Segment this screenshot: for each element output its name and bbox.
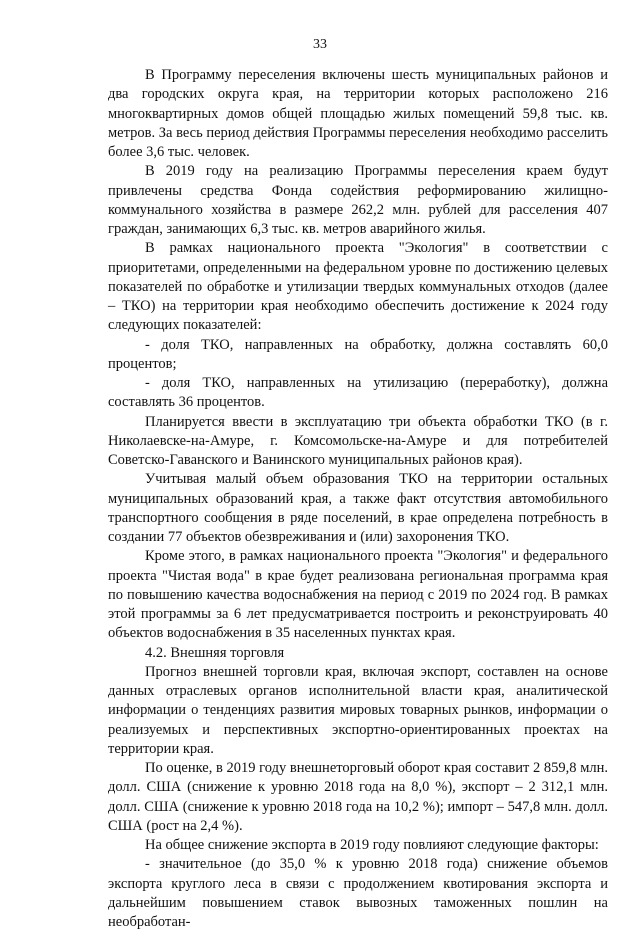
paragraph-clean-water-program: Кроме этого, в рамках национального проекта "Экология" и федерального проекта "Чистая вода" в крае будет реализована региональная программа края по повышению качества водоснабжения на период с 2019 по 2024 год. В рамках этой программы за 6 лет предусматривается построить и реконструировать 40 объектов водоснабжения в 35 населенных пунктах края. [108,548,608,642]
section-heading-foreign-trade: 4.2. Внешняя торговля [145,644,285,661]
list-item-processing-share: - доля ТКО, направленных на обработку, должна составлять 60,0 процентов; [108,336,608,372]
list-item-recycling-share: - доля ТКО, направленных на утилизацию (переработку), должна составлять 36 процентов. [108,375,608,411]
document-body [108,66,608,932]
paragraph-tko-facilities: Планируется ввести в эксплуатацию три объекта обработки ТКО (в г. Николаевске-на-Амуре, г. Комсомольске-на-Амуре и для потребителей Советско-Гаванского и Ванинского муниципальных районов края). [108,413,608,468]
page-number: 33 [313,37,327,52]
paragraph-ecology-project: В рамках национального проекта "Экология" в соответствии с приоритетами, определенными на федеральном уровне по достижению целевых показателей по обработке и утилизации твердых коммунальных отходов (далее – ТКО) на территории края необходимо обеспечить достижение к 2024 году следующих показателей: [108,240,608,334]
paragraph-resettlement-funding: В 2019 году на реализацию Программы переселения краем будут привлечены средства Фонда содействия реформированию жилищно-коммунального хозяйства в размере 262,2 млн. рублей для расселения 407 граждан, занимающих 6,3 тыс. кв. метров аварийного жилья. [108,163,608,237]
paragraph-resettlement-program: В Программу переселения включены шесть муниципальных районов и два городских округа края, на территории которых расположено 216 многоквартирных домов общей площадью жилых помещений 59,8 тыс. кв. метров. За весь период действия Программы переселения необходимо расселить более 3,6 тыс. человек. [108,67,608,160]
paragraph-export-decline-factors: На общее снижение экспорта в 2019 году повлияют следующие факторы: [145,837,599,853]
list-item-roundwood-export: - значительное (до 35,0 % к уровню 2018 года) снижение объемов экспорта круглого леса в связи с продолжением квотирования экспорта и дальнейшим повышением ставок вывозных таможенных пошлин на необработан- [108,856,608,930]
paragraph-trade-forecast-basis: Прогноз внешней торговли края, включая экспорт, составлен на основе данных отраслевых органов исполнительной власти края, аналитической информации о тенденциях развития мировых товарных рынков, информации о реализуемых и перспективных экспортно-ориентированных проектах на территории края. [108,663,608,757]
paragraph-trade-turnover-estimate: По оценке, в 2019 году внешнеторговый оборот края составит 2 859,8 млн. долл. США (снижение к уровню 2018 года на 8,0 %), экспорт – 2 312,1 млн. долл. США (снижение к уровню 2018 года на 10,2 %); импорт – 547,8 млн. долл. США (рост на 2,4 %). [108,760,608,834]
paragraph-tko-disposal-need: Учитывая малый объем образования ТКО на территории остальных муниципальных образований края, а также факт отсутствия автомобильного транспортного сообщения в ряде поселений, в крае определена потребность в создании 77 объектов обезвреживания и (или) захоронения ТКО. [108,471,608,545]
